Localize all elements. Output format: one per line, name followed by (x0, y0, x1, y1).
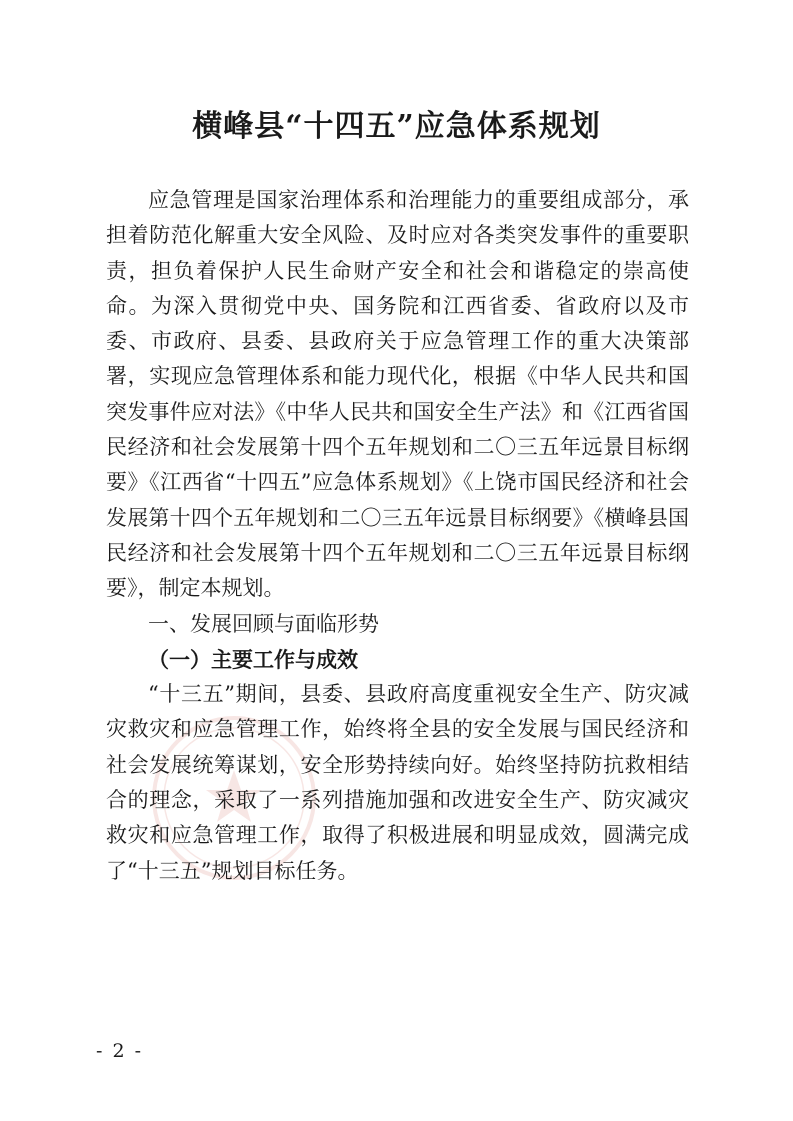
document-title: 横峰县“十四五”应急体系规划 (192, 109, 601, 144)
subsection-heading: （一）主要工作与成效 (148, 646, 358, 672)
document-body (106, 183, 689, 889)
subsection-paragraph: “十三五”期间，县委、县政府高度重视安全生产、防灾减灾救灾和应急管理工作，始终将全县的安全发展与国民经济和社会发展统筹谋划，安全形势持续向好。始终坚持防抗救相结合的理念，采取了一系列措施加强和改进安全生产、防灾减灾救灾和应急管理工作，取得了积极进展和明显成效，圆满完成了“十三五”规划目标任务。 (106, 682, 689, 883)
intro-paragraph: 应急管理是国家治理体系和治理能力的重要组成部分，承担着防范化解重大安全风险、及时应对各类突发事件的重要职责，担负着保护人民生命财产安全和社会和谐稳定的崇高使命。为深入贯彻党中央、国务院和江西省委、省政府以及市委、市政府、县委、县政府关于应急管理工作的重大决策部署，实现应急管理体系和能力现代化，根据《中华人民共和国突发事件应对法》《中华人民共和国安全生产法》和《江西省国民经济和社会发展第十四个五年规划和二〇三五年远景目标纲要》《江西省“十四五”应急体系规划》《上饶市国民经济和社会发展第十四个五年规划和二〇三五年远景目标纲要》《横峰县国民经济和社会发展第十四个五年规划和二〇三五年远景目标纲要》，制定本规划。 (106, 188, 689, 601)
section-heading: 一、发展回顾与面临形势 (148, 611, 379, 636)
page-number: - 2 - (96, 1040, 144, 1062)
